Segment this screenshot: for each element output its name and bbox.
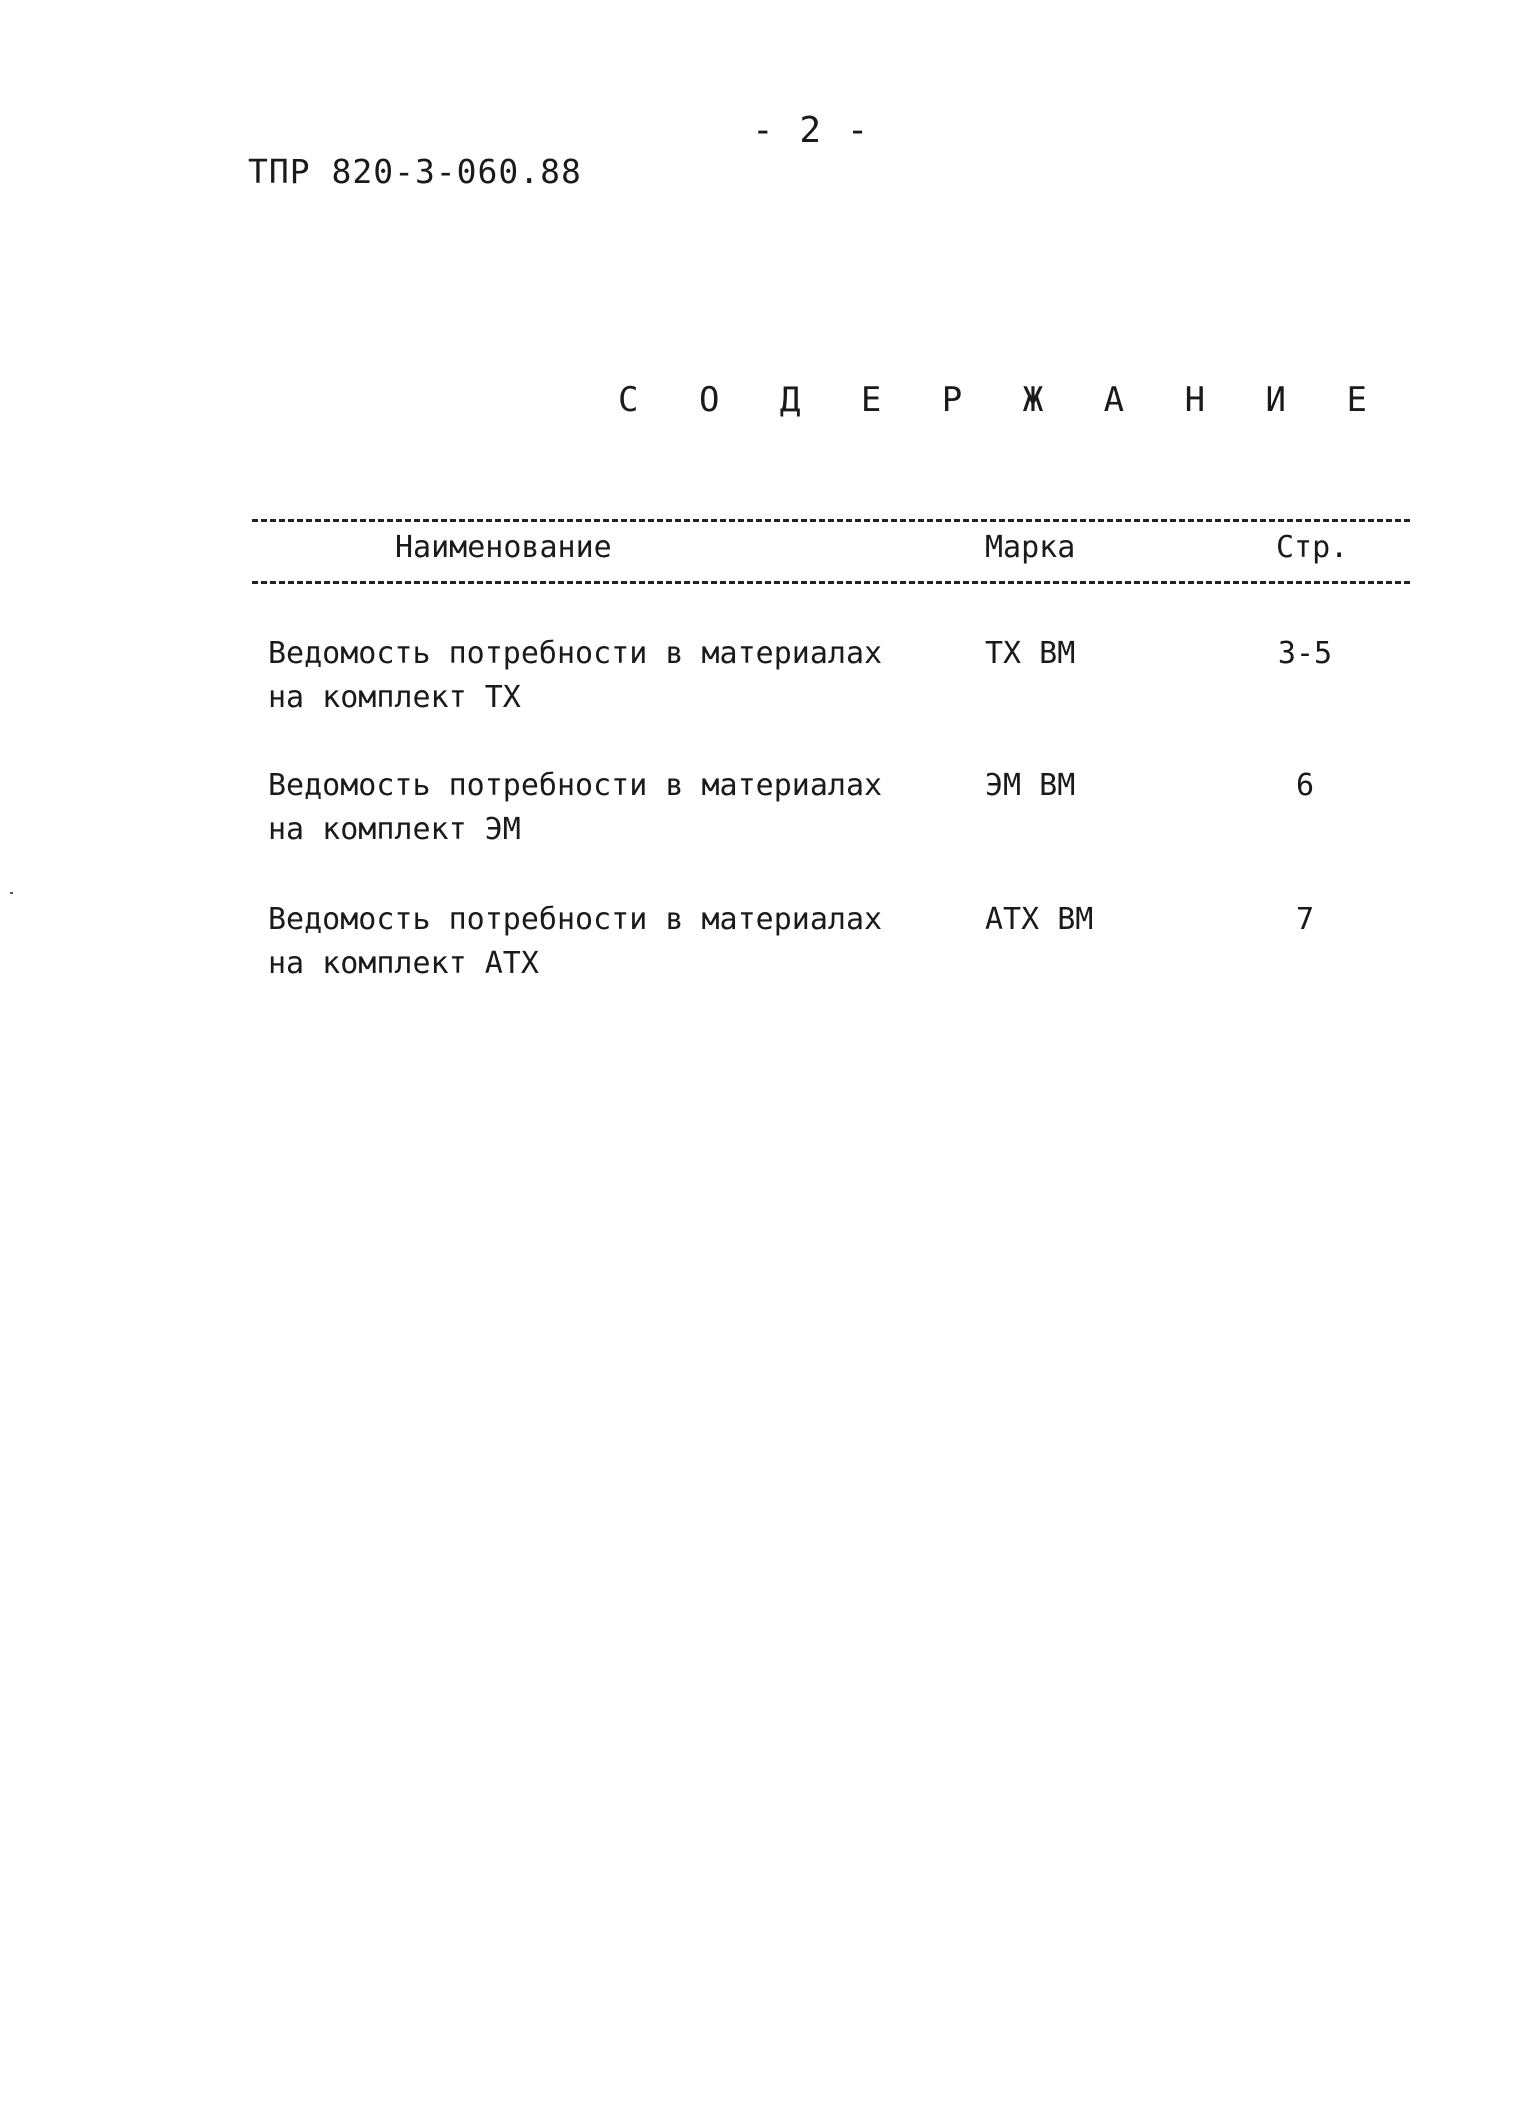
entry-name	[268, 764, 882, 852]
scan-speck	[10, 892, 13, 894]
entry-page: 3-5	[1277, 636, 1333, 671]
entry-mark: ТХ ВМ	[985, 636, 1076, 671]
entry-name-line1: Ведомость потребности в материалах	[268, 902, 883, 937]
table-row	[0, 764, 1535, 874]
entry-page: 6	[1295, 768, 1315, 803]
entry-name	[268, 632, 882, 720]
table-row	[0, 898, 1535, 1008]
entry-name-line2: на комплект АТХ	[268, 946, 539, 981]
entry-mark: ЭМ ВМ	[985, 768, 1076, 803]
entry-name-line2: на комплект ЭМ	[268, 812, 521, 847]
entry-name	[268, 898, 882, 986]
entry-name-line1: Ведомость потребности в материалах	[268, 636, 883, 671]
page-number: - 2 -	[752, 110, 871, 151]
document-code: ТПР 820-3-060.88	[248, 152, 582, 191]
column-header-mark: Марка	[985, 530, 1076, 565]
entry-name-line2: на комплект ТХ	[268, 680, 521, 715]
column-header-name: Наименование	[395, 530, 612, 565]
column-header-page: Стр.	[1276, 530, 1349, 565]
table-header-rule	[252, 581, 1410, 584]
entry-page: 7	[1295, 902, 1315, 937]
table-row	[0, 632, 1535, 742]
table-top-rule	[252, 519, 1410, 522]
entry-mark: АТХ ВМ	[985, 902, 1094, 937]
entry-name-line1: Ведомость потребности в материалах	[268, 768, 883, 803]
contents-title: С О Д Е Р Ж А Н И Е	[618, 380, 1387, 420]
